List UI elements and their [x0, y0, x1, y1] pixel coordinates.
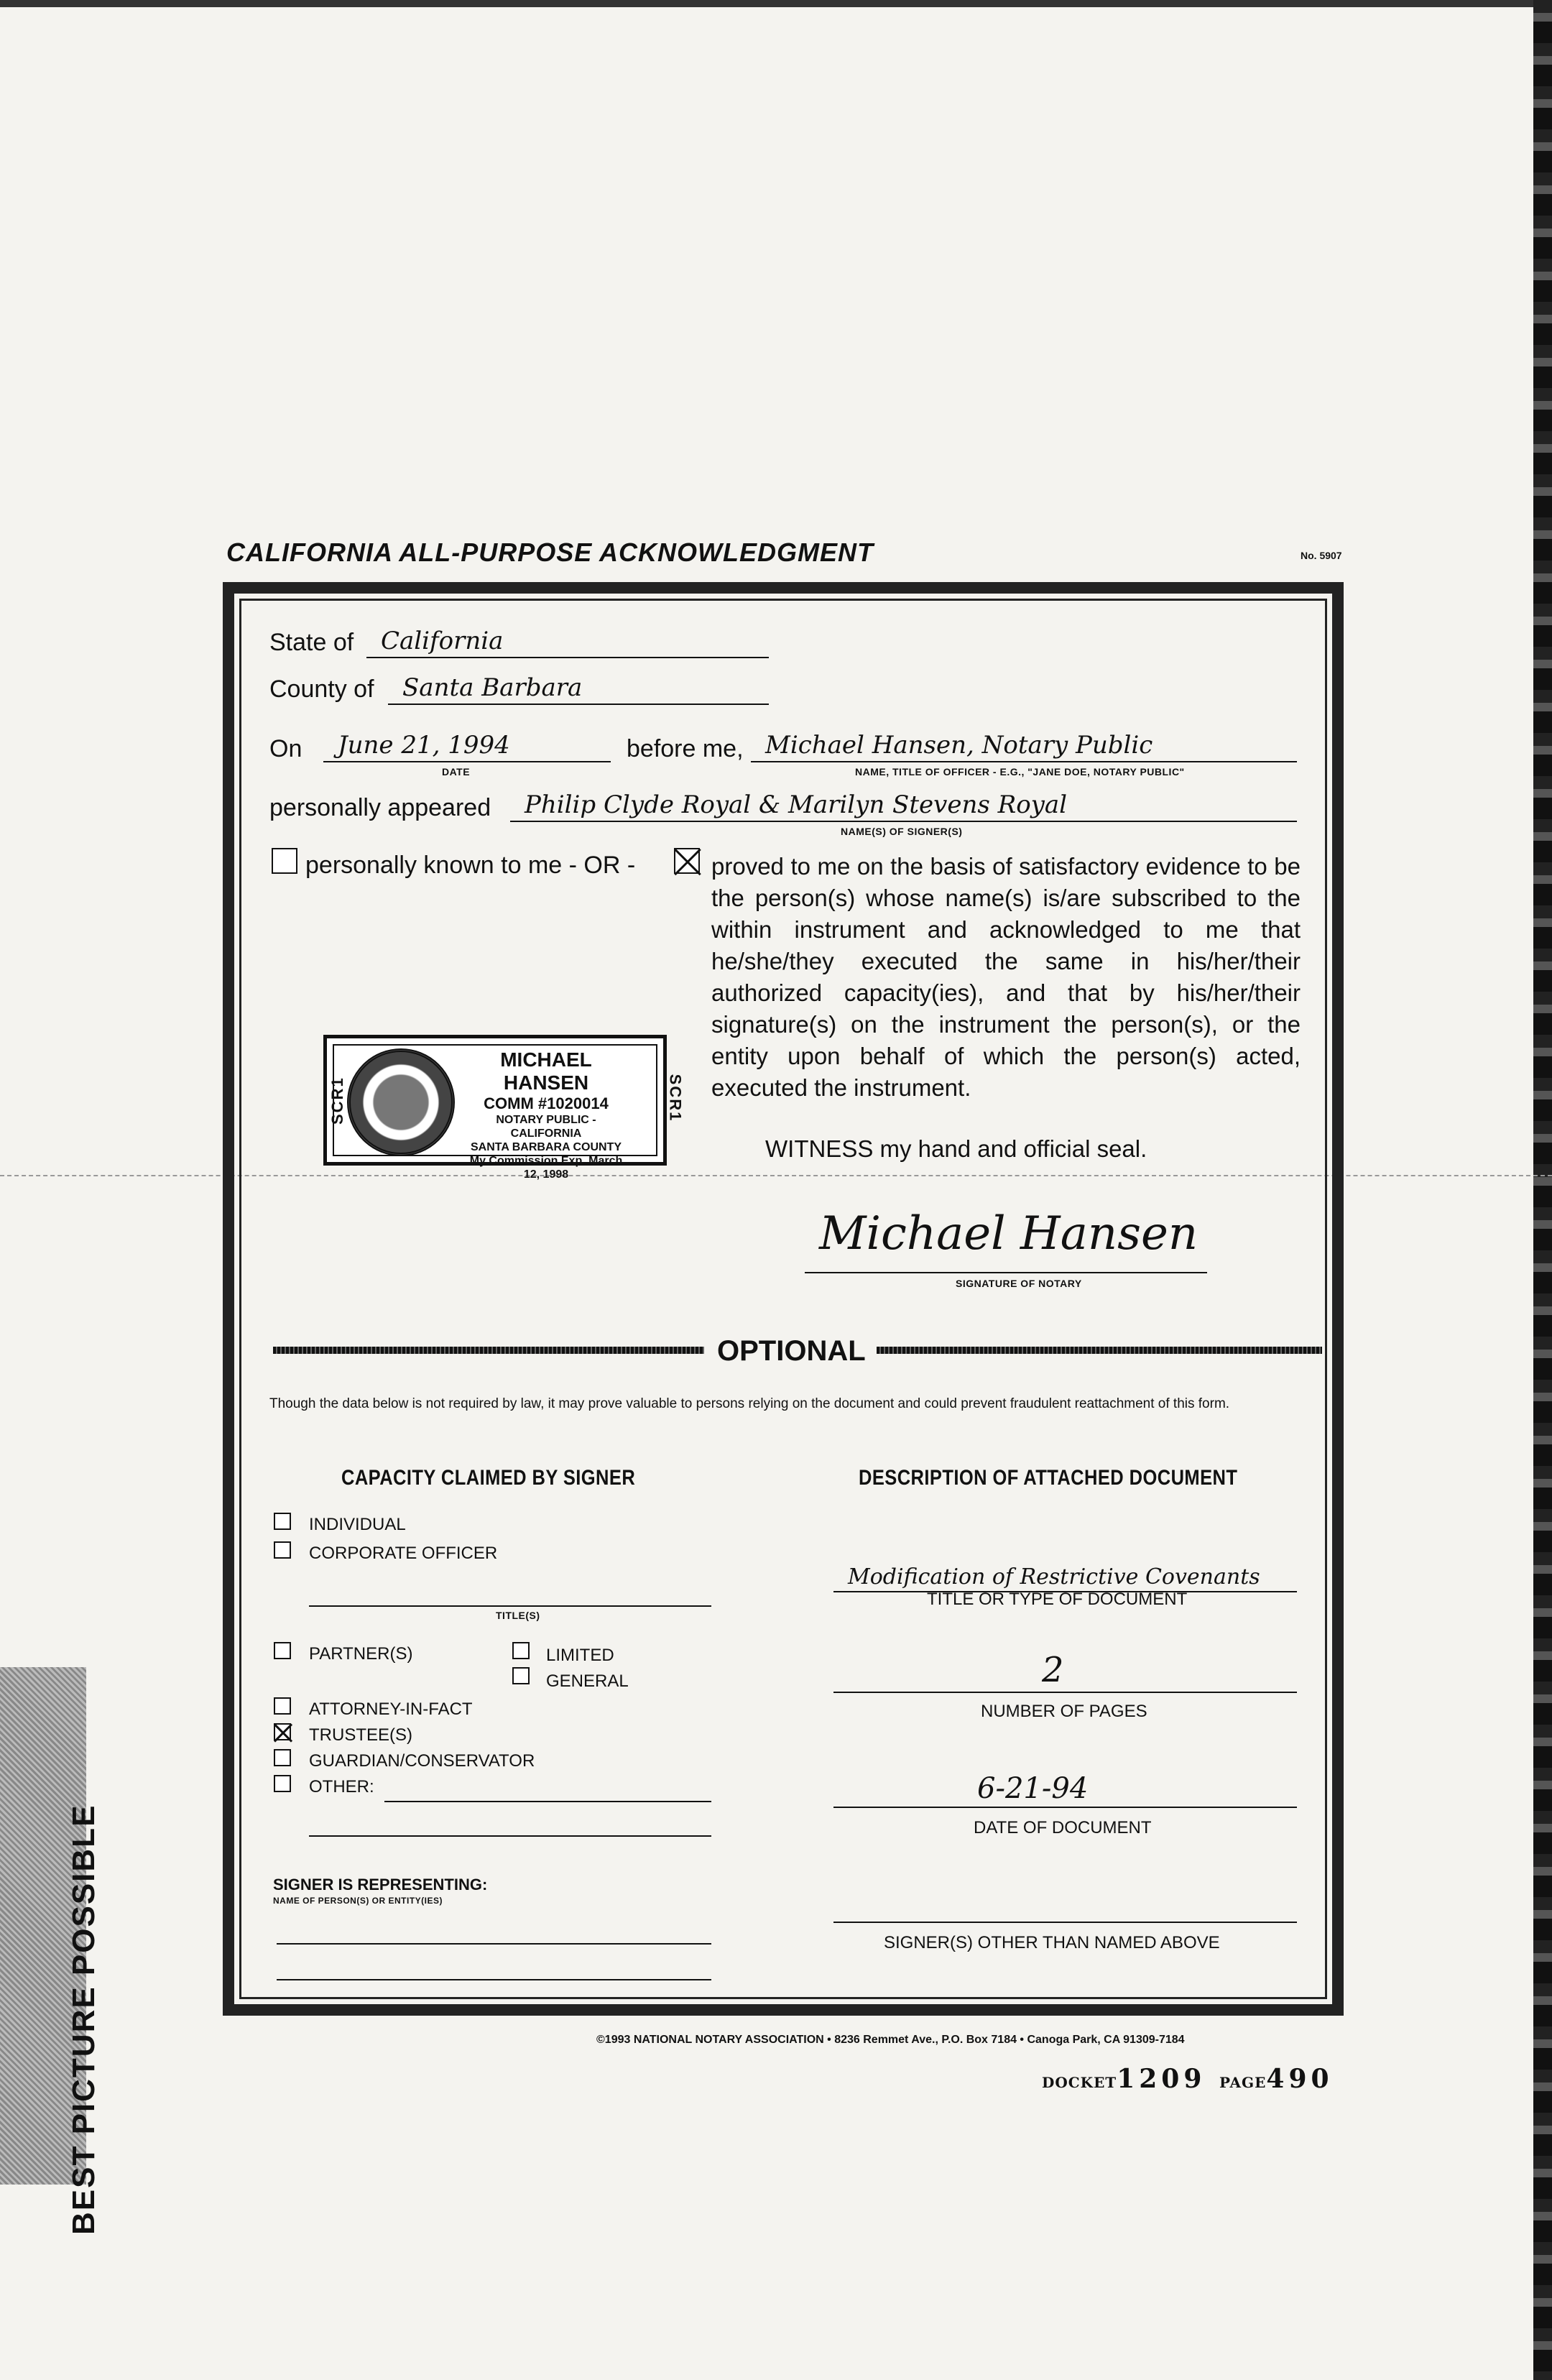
proved-text: proved to me on the basis of satisfactory evidence to be the person(s) whose name(s) is/are subscribed to the within instrument and acknowledged to me that he/she/they executed the same in his/her/their authorized capacity(ies), and that by his/her/their signature(s) on the instrument the person(s), or the entity upon behalf of which the person(s) acted, executed the instrument.	[711, 853, 1301, 1101]
limited-label: LIMITED	[546, 1646, 614, 1665]
titles-caption: TITLE(S)	[496, 1610, 540, 1621]
general-label: GENERAL	[546, 1671, 629, 1691]
other-field	[384, 1769, 711, 1802]
optional-divider	[273, 1335, 1336, 1367]
notary-signature-line	[805, 1207, 1207, 1273]
proved-checkbox[interactable]	[674, 848, 700, 874]
other-label: OTHER:	[309, 1777, 374, 1796]
description-heading: DESCRIPTION OF ATTACHED DOCUMENT	[859, 1466, 1238, 1490]
trustee-label: TRUSTEE(S)	[309, 1725, 412, 1745]
scan-right-edge	[1533, 0, 1552, 2380]
guardian-label: GUARDIAN/CONSERVATOR	[309, 1751, 535, 1771]
other-field-2	[309, 1804, 711, 1837]
docket-number: DOCKET1209 PAGE490	[1042, 2064, 1334, 2094]
stamp-name: MICHAEL HANSEN	[500, 1048, 592, 1094]
officer-field: Michael Hansen, Notary Public	[751, 729, 1297, 762]
personally-known-label: personally known to me - OR -	[305, 852, 636, 879]
stamp-line3: My Commission Exp. March 12, 1998	[469, 1155, 623, 1181]
county-field: Santa Barbara	[388, 672, 769, 705]
pages-field: 2	[833, 1660, 1297, 1693]
on-label: On	[269, 735, 302, 762]
attorney-label: ATTORNEY-IN-FACT	[309, 1699, 473, 1719]
other-checkbox[interactable]	[274, 1775, 291, 1792]
form-title: CALIFORNIA ALL-PURPOSE ACKNOWLEDGMENT	[226, 538, 874, 567]
stamp-line2: SANTA BARBARA COUNTY	[470, 1141, 622, 1153]
individual-label: INDIVIDUAL	[309, 1515, 406, 1534]
doc-date-field: 6-21-94	[833, 1775, 1297, 1808]
doc-title-caption: TITLE OR TYPE OF DOCUMENT	[927, 1590, 1188, 1609]
signature-caption: SIGNATURE OF NOTARY	[956, 1278, 1082, 1289]
guardian-checkbox[interactable]	[274, 1749, 291, 1766]
signers-field: Philip Clyde Royal & Marilyn Stevens Royal	[510, 789, 1297, 822]
stamp-comm: COMM #1020014	[484, 1094, 609, 1112]
personally-known-checkbox[interactable]	[272, 848, 297, 874]
optional-notice: Though the data below is not required by law, it may prove valuable to persons relying on the document and could prevent fraudulent reattachment of this form.	[269, 1396, 1230, 1411]
limited-checkbox[interactable]	[512, 1642, 530, 1659]
pages-caption: NUMBER OF PAGES	[981, 1702, 1147, 1721]
scan-top-edge	[0, 0, 1552, 7]
state-field: California	[366, 625, 769, 658]
doc-date-caption: DATE OF DOCUMENT	[974, 1818, 1152, 1837]
capacity-heading: CAPACITY CLAIMED BY SIGNER	[341, 1466, 636, 1490]
individual-checkbox[interactable]	[274, 1513, 291, 1530]
notary-stamp: SCR1 SCR1 MICHAEL HANSEN COMM #1020014 NOTARY PUBLIC - CALIFORNIA SANTA BARBARA COUNTY My Commission Exp. March 12, 1998	[323, 1035, 667, 1166]
representing-caption: NAME OF PERSON(S) OR ENTITY(IES)	[273, 1896, 443, 1906]
notary-seal-icon	[347, 1048, 455, 1156]
county-label: County of	[269, 675, 374, 703]
officer-caption: NAME, TITLE OF OFFICER - E.G., "JANE DOE, NOTARY PUBLIC"	[855, 766, 1185, 778]
representing-field-1	[277, 1911, 711, 1945]
trustee-checkbox[interactable]	[274, 1723, 291, 1740]
partner-label: PARTNER(S)	[309, 1644, 413, 1664]
copyright-footer: ©1993 NATIONAL NOTARY ASSOCIATION • 8236 Remmet Ave., P.O. Box 7184 • Canoga Park, CA 91309-7184	[596, 2034, 1185, 2046]
optional-title: OPTIONAL	[711, 1335, 872, 1367]
representing-label: SIGNER IS REPRESENTING:	[273, 1876, 488, 1894]
state-label: State of	[269, 629, 354, 656]
corporate-checkbox[interactable]	[274, 1541, 291, 1559]
corporate-label: CORPORATE OFFICER	[309, 1544, 498, 1563]
appeared-label: personally appeared	[269, 794, 491, 821]
signers-caption: NAME(S) OF SIGNER(S)	[841, 826, 963, 837]
other-signers-caption: SIGNER(S) OTHER THAN NAMED ABOVE	[884, 1933, 1220, 1952]
form-number: No. 5907	[1301, 550, 1342, 561]
date-caption: DATE	[442, 766, 471, 778]
side-stamp: BEST PICTURE POSSIBLE	[66, 1804, 101, 2235]
stamp-line1: NOTARY PUBLIC - CALIFORNIA	[496, 1114, 596, 1140]
before-me-label: before me,	[627, 735, 744, 762]
attorney-checkbox[interactable]	[274, 1697, 291, 1715]
partner-checkbox[interactable]	[274, 1642, 291, 1659]
doc-title-field: Modification of Restrictive Covenants	[833, 1559, 1297, 1592]
notary-signature: Michael Hansen	[819, 1207, 1198, 1260]
titles-field	[309, 1574, 711, 1607]
representing-field-2	[277, 1947, 711, 1980]
witness-text: WITNESS my hand and official seal.	[765, 1135, 1147, 1162]
other-signers-field	[833, 1890, 1297, 1923]
general-checkbox[interactable]	[512, 1667, 530, 1684]
date-field: June 21, 1994	[323, 729, 611, 762]
